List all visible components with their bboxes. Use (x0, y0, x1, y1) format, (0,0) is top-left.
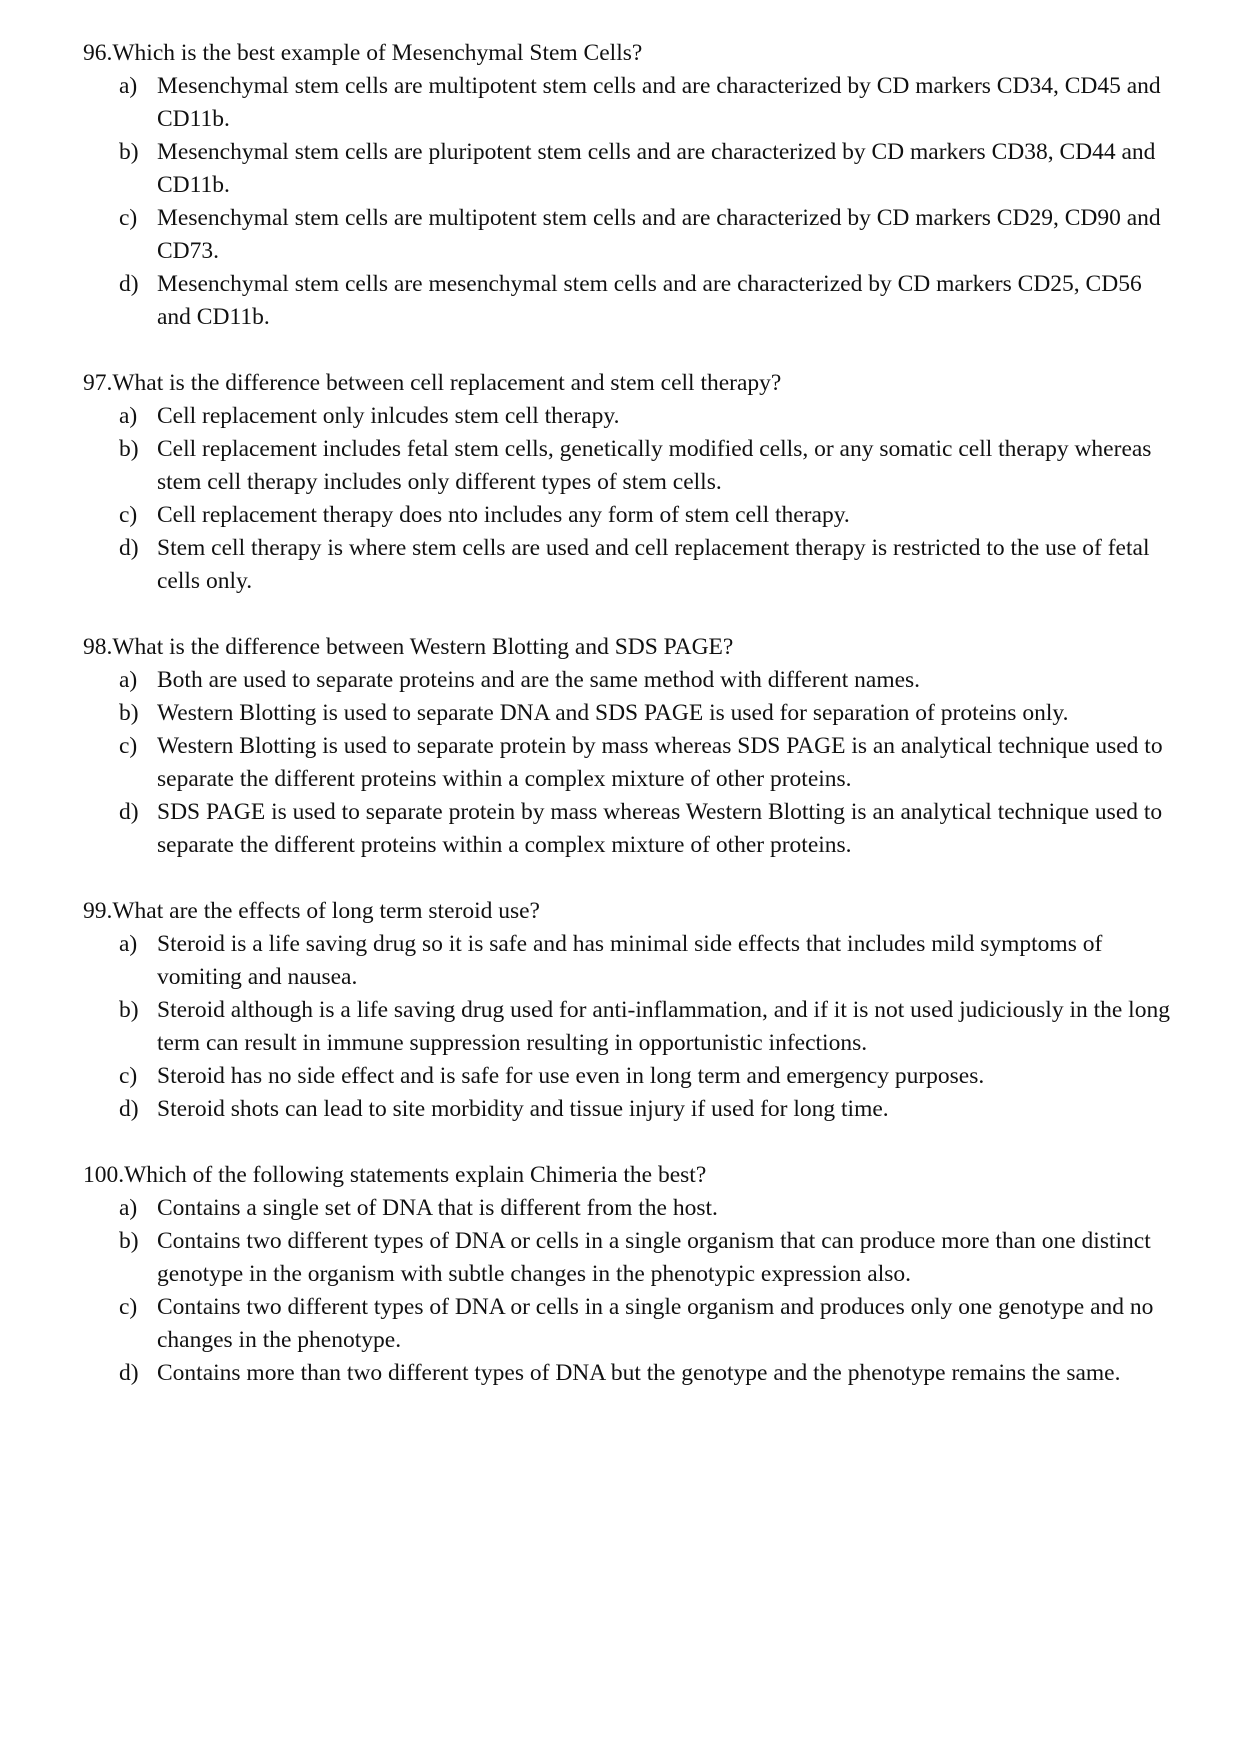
option-c (83, 202, 1173, 268)
option-letter: d) (119, 271, 139, 297)
option-letter: c) (119, 1294, 138, 1320)
option-c (83, 1060, 1173, 1093)
option-list (83, 1192, 1173, 1390)
option-letter: d) (119, 1096, 139, 1122)
option-letter: a) (119, 73, 138, 99)
option-text: Both are used to separate proteins and are the same method with different names. (157, 667, 921, 693)
option-a (83, 664, 1173, 697)
option-list (83, 664, 1173, 862)
option-list (83, 70, 1173, 334)
option-letter: b) (119, 436, 139, 462)
option-letter: a) (119, 1195, 138, 1221)
option-text: Mesenchymal stem cells are multipotent stem cells and are characterized by CD markers CD29, CD90 and CD73. (157, 205, 1161, 264)
option-letter: b) (119, 700, 139, 726)
question-sheet (83, 37, 1173, 1423)
option-letter: d) (119, 535, 139, 561)
question-97 (83, 367, 1173, 598)
option-c (83, 1291, 1173, 1357)
option-text: Cell replacement therapy does nto includes any form of stem cell therapy. (157, 502, 850, 528)
question-number: 98. (83, 634, 113, 660)
option-a (83, 1192, 1173, 1225)
question-96 (83, 37, 1173, 334)
option-b (83, 1225, 1173, 1291)
option-text: Steroid shots can lead to site morbidity and tissue injury if used for long time. (157, 1096, 889, 1122)
question-number: 100. (83, 1162, 125, 1188)
option-text: Mesenchymal stem cells are pluripotent stem cells and are characterized by CD markers CD38, CD44 and CD11b. (157, 139, 1156, 198)
option-b (83, 697, 1173, 730)
option-text: Steroid is a life saving drug so it is safe and has minimal side effects that includes mild symptoms of vomiting and nausea. (157, 931, 1103, 990)
question-title (83, 631, 1173, 664)
option-text: Mesenchymal stem cells are mesenchymal stem cells and are characterized by CD markers CD25, CD56 and CD11b. (157, 271, 1142, 330)
question-title (83, 1159, 1173, 1192)
question-title (83, 367, 1173, 400)
option-b (83, 994, 1173, 1060)
option-letter: d) (119, 799, 139, 825)
option-letter: a) (119, 403, 138, 429)
option-text: Stem cell therapy is where stem cells are used and cell replacement therapy is restricted to the use of fetal cells only. (157, 535, 1150, 594)
option-text: Mesenchymal stem cells are multipotent stem cells and are characterized by CD markers CD34, CD45 and CD11b. (157, 73, 1161, 132)
question-number: 97. (83, 370, 113, 396)
option-letter: b) (119, 997, 139, 1023)
question-number: 96. (83, 40, 113, 66)
option-d (83, 1357, 1173, 1390)
question-text: What is the difference between cell replacement and stem cell therapy? (112, 370, 782, 396)
option-letter: b) (119, 139, 139, 165)
option-text: Cell replacement includes fetal stem cells, genetically modified cells, or any somatic cell therapy whereas stem cell therapy includes only different types of stem cells. (157, 436, 1152, 495)
option-text: Western Blotting is used to separate DNA and SDS PAGE is used for separation of proteins only. (157, 700, 1069, 726)
option-b (83, 433, 1173, 499)
question-text: What are the effects of long term steroid use? (112, 898, 540, 924)
option-a (83, 400, 1173, 433)
option-letter: c) (119, 733, 138, 759)
option-text: Steroid although is a life saving drug used for anti-inflammation, and if it is not used judiciously in the long term can result in immune suppression resulting in opportunistic infections. (157, 997, 1170, 1056)
option-letter: b) (119, 1228, 139, 1254)
option-list (83, 928, 1173, 1126)
option-text: Contains two different types of DNA or cells in a single organism and produces only one genotype and no changes in the phenotype. (157, 1294, 1154, 1353)
option-a (83, 928, 1173, 994)
option-c (83, 730, 1173, 796)
option-text: Cell replacement only inlcudes stem cell therapy. (157, 403, 620, 429)
option-text: Contains two different types of DNA or cells in a single organism that can produce more than one distinct genotype in the organism with subtle changes in the phenotypic expression also. (157, 1228, 1151, 1287)
option-letter: c) (119, 205, 138, 231)
option-b (83, 136, 1173, 202)
option-text: SDS PAGE is used to separate protein by mass whereas Western Blotting is an analytical technique used to separate the different proteins within a complex mixture of other proteins. (157, 799, 1163, 858)
option-list (83, 400, 1173, 598)
question-title (83, 895, 1173, 928)
option-d (83, 268, 1173, 334)
question-99 (83, 895, 1173, 1126)
question-98 (83, 631, 1173, 862)
question-100 (83, 1159, 1173, 1390)
option-text: Contains more than two different types of DNA but the genotype and the phenotype remains the same. (157, 1360, 1121, 1386)
option-letter: d) (119, 1360, 139, 1386)
option-c (83, 499, 1173, 532)
question-text: Which is the best example of Mesenchymal Stem Cells? (112, 40, 643, 66)
option-text: Contains a single set of DNA that is different from the host. (157, 1195, 718, 1221)
option-letter: a) (119, 667, 138, 693)
option-d (83, 532, 1173, 598)
option-d (83, 1093, 1173, 1126)
question-text: What is the difference between Western Blotting and SDS PAGE? (112, 634, 734, 660)
option-letter: a) (119, 931, 138, 957)
option-letter: c) (119, 1063, 138, 1089)
question-title (83, 37, 1173, 70)
question-text: Which of the following statements explain Chimeria the best? (124, 1162, 707, 1188)
question-number: 99. (83, 898, 113, 924)
option-text: Western Blotting is used to separate protein by mass whereas SDS PAGE is an analytical technique used to separate the different proteins within a complex mixture of other proteins. (157, 733, 1163, 792)
option-d (83, 796, 1173, 862)
option-text: Steroid has no side effect and is safe for use even in long term and emergency purposes. (157, 1063, 985, 1089)
option-a (83, 70, 1173, 136)
option-letter: c) (119, 502, 138, 528)
